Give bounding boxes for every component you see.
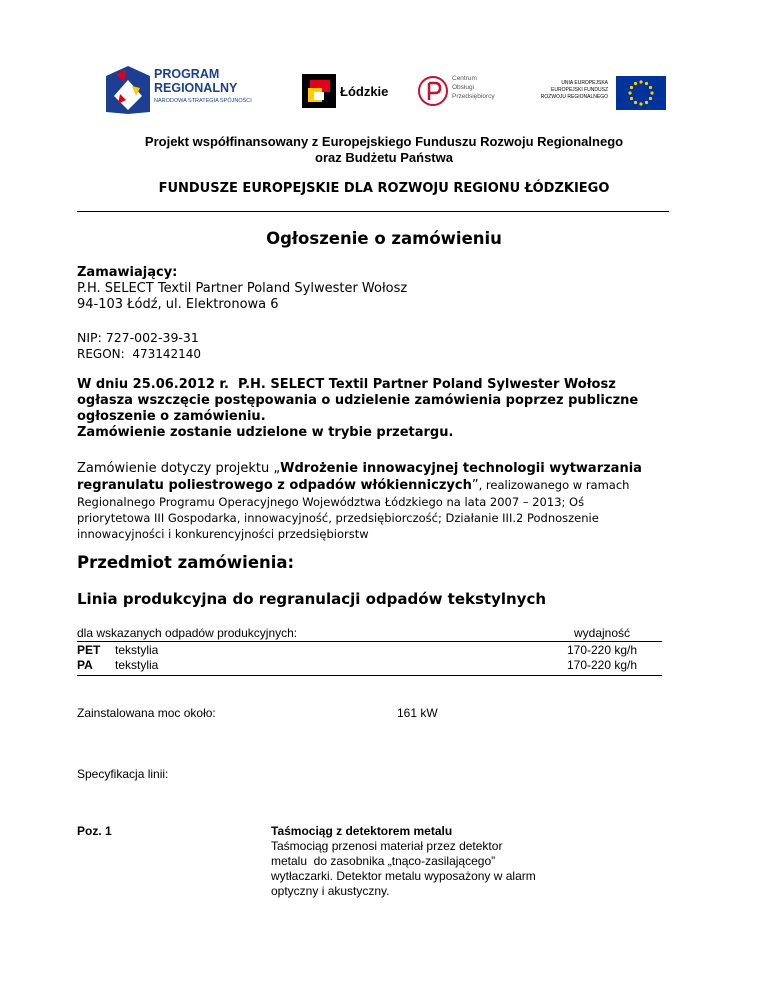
project-line4: priorytetowa III Gospodarka, innowacyjność, przedsiębiorczość; Działanie III.2 Podnoszenie: [77, 511, 599, 525]
program-logo-line1: PROGRAM: [154, 67, 220, 81]
power-label: Zainstalowana moc około:: [77, 706, 216, 720]
eu-logo-line3: ROZWOJU REGIONALNEGO: [540, 94, 608, 100]
cop-logo-line2: Obsługi: [452, 84, 475, 91]
position-label: Poz. 1: [77, 824, 112, 838]
announcement: [77, 377, 669, 441]
project-title-b: regranulatu poliestrowego z odpadów włókienniczych: [77, 478, 472, 493]
buyer-nip: NIP: 727-002-39-31: [77, 330, 199, 345]
project-rest: , realizowanego w ramach: [478, 478, 630, 492]
table-row-capacity: 170-220 kg/h: [566, 658, 638, 672]
announcement-line3: ogłoszenie o zamówieniu.: [77, 409, 266, 424]
lodzkie-logo-text: Łódzkie: [340, 84, 389, 99]
cop-logo-line1: Centrum: [452, 75, 477, 82]
announcement-line1: W dniu 25.06.2012 r. P.H. SELECT Textil Partner Poland Sylwester Wołosz: [77, 377, 616, 392]
buyer-name: P.H. SELECT Textil Partner Poland Sylwester Wołosz: [77, 281, 408, 296]
table-row-material: tekstylia: [115, 658, 159, 672]
program-logo-tagline: NARODOWA STRATEGIA SPÓJNOŚCI: [154, 98, 252, 104]
logo-strip: [106, 66, 666, 114]
project-intro: Zamówienie dotyczy projektu „: [77, 461, 281, 476]
buyer-label: Zamawiający:: [77, 265, 178, 280]
table-row-capacity: 170-220 kg/h: [566, 643, 638, 657]
line-heading: Linia produkcyjna do regranulacji odpadów tekstylnych: [77, 590, 547, 608]
announcement-line4: Zamówienie zostanie udzielone w trybie przetargu.: [77, 425, 454, 440]
lodzkie-emblem-icon: [302, 74, 336, 108]
table-header-left: dla wskazanych odpadów produkcyjnych:: [77, 626, 298, 640]
table-header-right: wydajność: [573, 626, 631, 640]
cofinance-line2: oraz Budżetu Państwa: [315, 150, 453, 165]
table-header-divider: [77, 641, 662, 642]
spec-label: Specyfikacja linii:: [77, 767, 169, 781]
header-divider: [77, 211, 669, 212]
project-closing-quote: ”: [471, 478, 479, 493]
project-title-a: Wdrożenie innowacyjnej technologii wytwarzania: [280, 461, 642, 476]
cop-logo-line3: Przedsiębiorcy: [452, 93, 495, 100]
position-desc-line1: Taśmociąg przenosi materiał przez detektor: [271, 839, 503, 853]
program-regionalny-emblem-icon: [106, 66, 150, 114]
program-logo-line2: REGIONALNY: [154, 81, 238, 95]
table-row-material: tekstylia: [115, 643, 159, 657]
cop-emblem-icon: [418, 74, 448, 108]
lodzkie-logo: [302, 66, 398, 114]
project-description: [77, 460, 669, 542]
power-value: 161 kW: [397, 706, 438, 720]
buyer-regon: REGON: 473142140: [77, 347, 202, 361]
position-description: [271, 839, 536, 899]
eu-logo-line2: EUROPEJSKI FUNDUSZ: [551, 87, 608, 93]
subject-heading: Przedmiot zamówienia:: [77, 553, 295, 572]
position-desc-line3: wytłaczarki. Detektor metalu wyposażony w alarm: [271, 869, 536, 883]
project-line3: Regionalnego Programu Operacyjnego Województwa Łódzkiego na lata 2007 – 2013; Oś: [77, 495, 585, 509]
table-row: [77, 643, 662, 658]
cop-logo: [418, 66, 508, 114]
table-footer-divider: [77, 675, 662, 676]
eu-logo-line1: UNIA EUROPEJSKA: [561, 80, 608, 86]
project-line2: [77, 477, 669, 494]
announcement-line2: ogłasza wszczęcie postępowania o udzielenie zamówienia poprzez publiczne: [77, 393, 639, 408]
position-desc-line4: optyczny i akustyczny.: [271, 884, 390, 898]
table-row: [77, 658, 662, 673]
eu-logo: [526, 66, 666, 114]
buyer-address: 94-103 Łódź, ul. Elektronowa 6: [77, 297, 279, 312]
position-desc-line2: metalu do zasobnika „tnąco-zasilającego”: [271, 854, 496, 868]
funds-heading: FUNDUSZE EUROPEJSKIE DLA ROZWOJU REGIONU ŁÓDZKIEGO: [158, 181, 610, 196]
cofinance-line1: Projekt współfinansowany z Europejskiego Funduszu Rozwoju Regionalnego: [144, 134, 624, 149]
eu-flag-icon: [616, 76, 666, 110]
project-line5: innowacyjności i konkurencyjności przedsiębiorstw: [77, 527, 369, 541]
project-line1: [77, 460, 669, 477]
position-title: Taśmociąg z detektorem metalu: [271, 824, 453, 838]
table-row-code: PET: [77, 643, 101, 657]
program-regionalny-logo: [106, 66, 266, 114]
page-title: Ogłoszenie o zamówieniu: [266, 229, 502, 248]
table-row-code: PA: [77, 658, 93, 672]
